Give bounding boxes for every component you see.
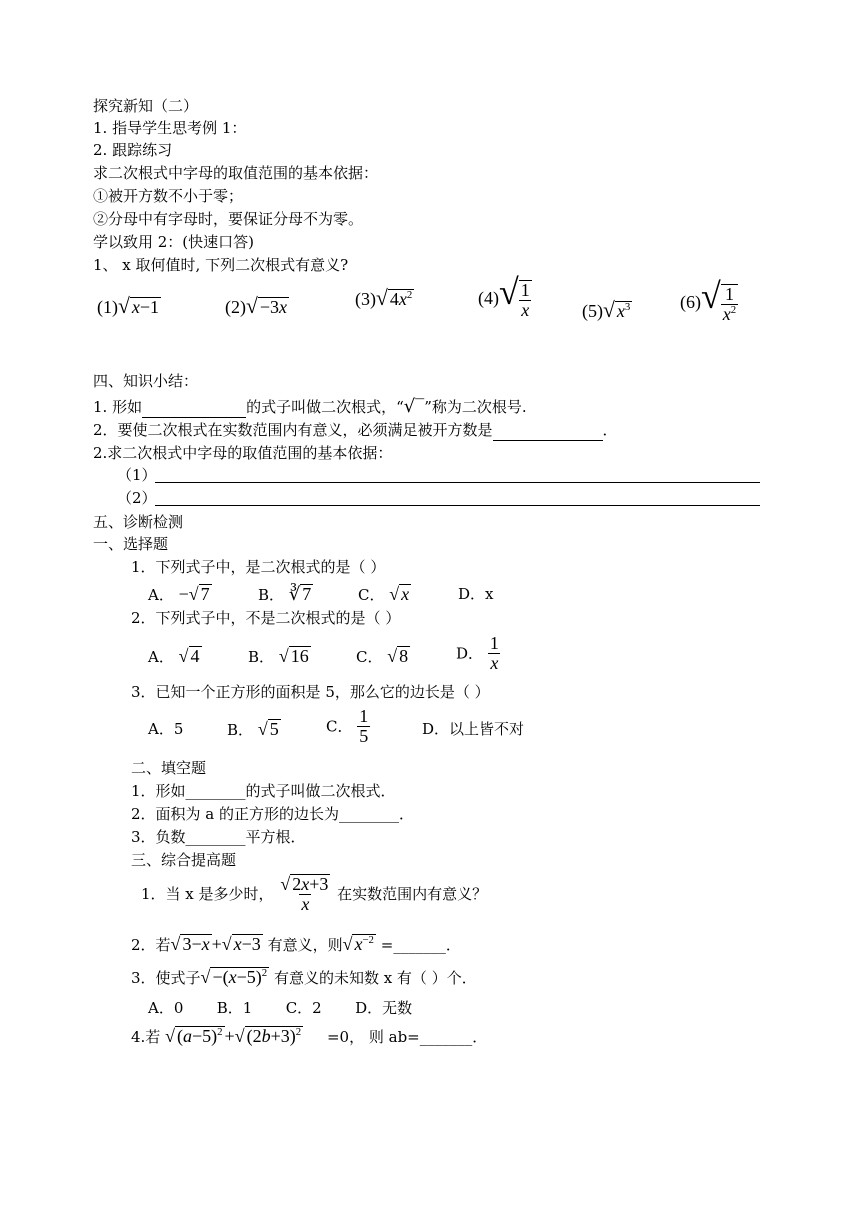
option-label: C． xyxy=(326,717,353,736)
explore-item-1: 1. 指导学生思考例 1： xyxy=(93,119,247,137)
comp2-suffix: =_______． xyxy=(380,936,461,954)
comp1-prefix: 1．当 x 是多少时， xyxy=(141,884,274,903)
fill-question-1: 1．形如________的式子叫做二次根式． xyxy=(131,782,396,800)
answer-blank[interactable] xyxy=(493,420,603,441)
option-label: B． xyxy=(248,648,275,666)
comp2-prefix: 2．若 xyxy=(131,936,171,954)
choice-section-title: 一、选择题 xyxy=(93,535,169,553)
formula-1: (1)√ x−1 xyxy=(97,294,160,318)
basis-blank-1-label: （1） xyxy=(117,466,157,484)
option-label: A． xyxy=(148,648,174,666)
comp4-suffix: =0， 则 ab=_______． xyxy=(326,1028,488,1046)
q2-option-a[interactable]: A． √ 4 xyxy=(148,646,200,666)
comp-question-1 xyxy=(141,874,487,914)
q3-option-d[interactable]: D．以上皆不对 xyxy=(422,720,525,738)
summary-line-1-suffix: ”称为二次根号. xyxy=(424,398,527,416)
comp-question-3: 3．使式子√ $-(x-5)^2$ 有意义的未知数 x 有（ ）个． xyxy=(131,967,477,987)
formula-5: (5)√ $x^3$ xyxy=(582,298,631,322)
summary-line-3: 2.求二次根式中字母的取值范围的基本依据： xyxy=(93,444,393,462)
choice-question-1: 1．下列式子中，是二次根式的是（ ） xyxy=(131,558,386,576)
basis-rule-2: ②分母中有字母时，要保证分母不为零。 xyxy=(93,210,364,228)
q2-option-c[interactable]: C． √ 8 xyxy=(356,646,409,666)
q2-option-b[interactable]: B． √ 16 xyxy=(248,646,309,666)
answer-blank[interactable] xyxy=(142,397,246,418)
section-title-summary: 四、知识小结： xyxy=(93,372,199,390)
question-1: 1、 x 取何值时, 下列二次根式有意义? xyxy=(93,256,349,274)
fill-section-title: 二、填空题 xyxy=(131,759,207,777)
basis-title: 求二次根式中字母的取值范围的基本依据： xyxy=(93,164,379,182)
summary-line-1-middle: 的式子叫做二次根式，“ xyxy=(246,398,404,416)
radical-sign-icon: √‾ xyxy=(403,396,425,417)
option-label: B． xyxy=(258,586,285,604)
summary-line-2-text: 2．要使二次根式在实数范围内有意义，必须满足被开方数是 xyxy=(93,421,493,439)
section-title-explore: 探究新知（二） xyxy=(93,97,199,115)
answer-line-1[interactable] xyxy=(155,482,760,483)
section-title-diagnosis: 五、诊断检测 xyxy=(93,513,184,531)
basis-rule-1: ①被开方数不小于零； xyxy=(93,187,244,205)
apply-title: 学以致用 2：(快速口答) xyxy=(93,233,255,251)
option-label: D． xyxy=(456,644,484,663)
q2-option-d[interactable]: D． $\frac{1}{x}$ xyxy=(456,633,499,673)
comp3-prefix: 3．使式子 xyxy=(131,969,201,987)
q1-option-b[interactable]: B． ∛ 7 xyxy=(258,584,312,604)
answer-line-2[interactable] xyxy=(155,505,760,506)
comp2-middle: 有意义，则 xyxy=(267,936,343,954)
summary-line-2: 2．要使二次根式在实数范围内有意义，必须满足被开方数是 ． xyxy=(93,421,618,439)
choice-question-2: 2．下列式子中，不是二次根式的是（ ） xyxy=(131,609,401,627)
q1-option-a[interactable]: A． −√ 7 xyxy=(148,584,210,604)
option-label: B． xyxy=(227,721,254,739)
comp1-suffix: 在实数范围内有意义？ xyxy=(337,884,488,903)
comp3-suffix: 有意义的未知数 x 有（ ）个． xyxy=(273,969,477,987)
comp3-options[interactable]: A．0 B．1 C．2 D．无数 xyxy=(148,999,413,1017)
q1-option-d[interactable]: D．x xyxy=(458,585,494,603)
formula-2: (2)√ −3x xyxy=(225,294,288,318)
q1-option-c[interactable]: C． √ x xyxy=(358,584,410,604)
option-label: C． xyxy=(358,586,385,604)
fill-question-2: 2．面积为 a 的正方形的边长为________． xyxy=(131,805,415,823)
option-label: A． xyxy=(148,586,174,604)
explore-item-2: 2. 跟踪练习 xyxy=(93,141,173,159)
comp4-prefix: 4.若 xyxy=(131,1028,161,1046)
fill-question-3: 3．负数________平方根． xyxy=(131,828,306,846)
comp1-fraction: $\frac{√ 2x+3}{x}$ xyxy=(280,874,329,914)
option-label: C． xyxy=(356,648,383,666)
comp-question-4: 4.若 √ $(a-5)^2$ +√ $(2b+3)^2$ =0， 则 ab=_______． xyxy=(131,1026,488,1046)
summary-line-1-prefix: 1. 形如 xyxy=(93,398,143,416)
q3-option-a[interactable]: A．5 xyxy=(148,720,184,738)
comp-section-title: 三、综合提高题 xyxy=(131,851,237,869)
choice-question-3: 3．已知一个正方形的面积是 5，那么它的边长是（ ） xyxy=(131,683,490,701)
formula-3: (3)√ $4x^2$ xyxy=(355,286,413,310)
formula-6: (6)√ $\frac{1}{x^2}$ xyxy=(680,276,737,324)
formula-4: (4)√ $\frac{1}{x}$ xyxy=(478,272,530,320)
q3-option-b[interactable]: B． √ 5 xyxy=(227,719,279,739)
basis-blank-2-label: （2） xyxy=(117,489,157,507)
comp-question-2: 2．若√ 3−x +√ x−3 有意义，则√ $x^{-2}$ =_______． xyxy=(131,934,461,954)
q3-option-c[interactable]: C． $\frac{1}{5}$ xyxy=(326,706,369,746)
summary-line-1 xyxy=(93,397,527,418)
